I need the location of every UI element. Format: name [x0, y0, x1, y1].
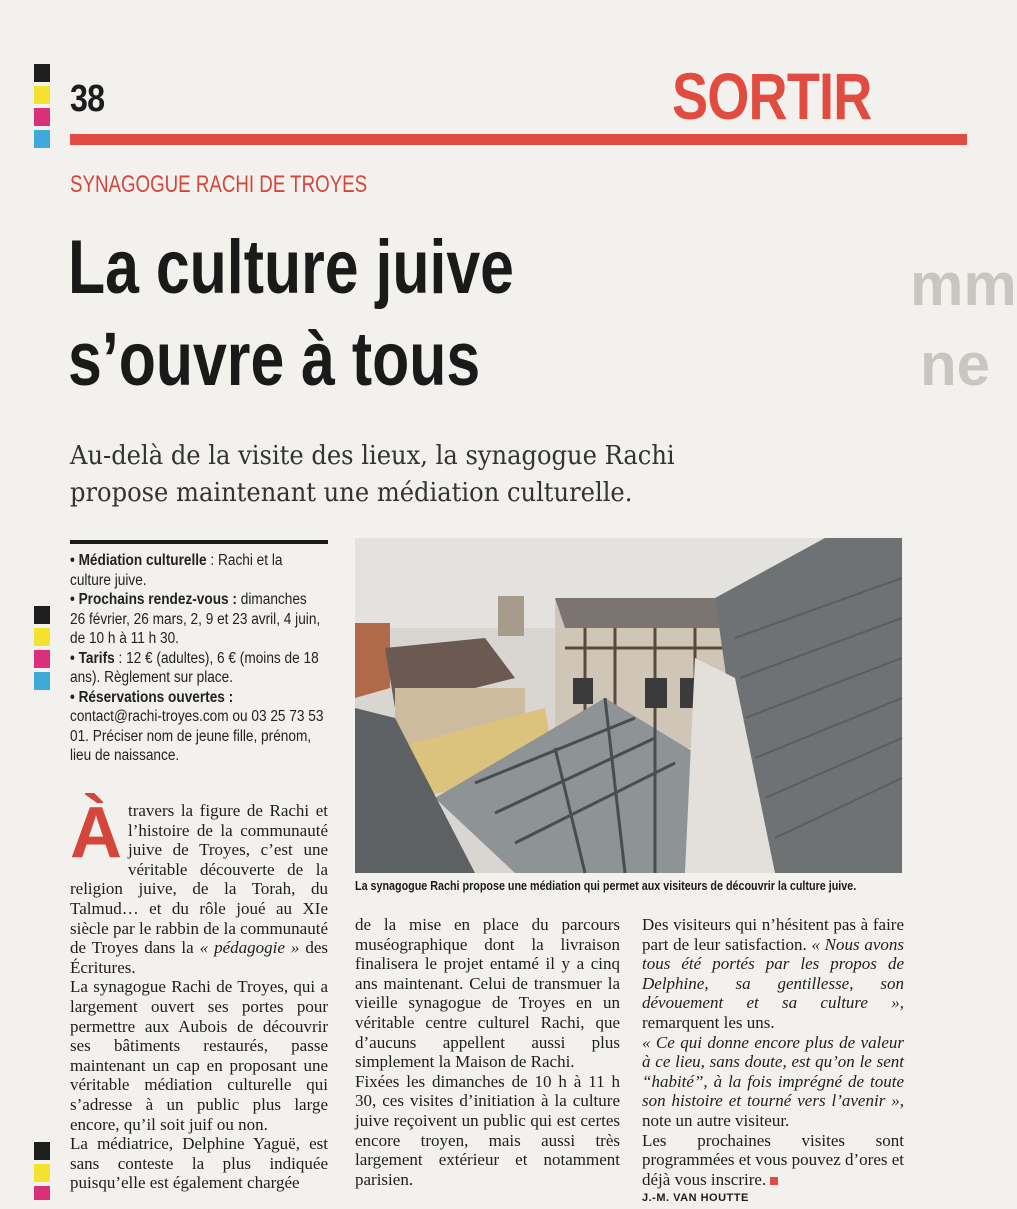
rooftop-photo-illustration — [355, 538, 902, 873]
page-number: 38 — [70, 78, 105, 120]
article-headline — [68, 222, 514, 406]
headline-line-1: La culture juive — [68, 225, 514, 310]
registration-swatch-black — [34, 1142, 50, 1160]
body-column-2 — [355, 915, 620, 1189]
bleed-through-text: ne — [920, 331, 991, 398]
header-rule — [70, 134, 967, 145]
info-item: • Médiation culturelle : Rachi et la culture juive. — [70, 552, 283, 589]
registration-swatch-black — [34, 64, 50, 82]
info-item: • Réservations ouvertes : — [70, 688, 234, 706]
registration-swatch-yellow — [34, 1164, 50, 1182]
byline: J.-M. VAN HOUTTE — [642, 1192, 749, 1205]
body-paragraph: « Ce qui donne encore plus de valeur à ce lieu, sans doute, est qu’on le sent “habité”, à la fois imprégné de toute son histoire et tourné vers l’avenir », note un autre visiteur. — [642, 1032, 904, 1130]
body-paragraph: Fixées les dimanches de 10 h à 11 h 30, ces visites d’initiation à la culture juive reçoivent un public qui est certes encore troyen, mais aussi très largement extérieur et notamment parisien. — [355, 1071, 620, 1189]
body-paragraph: Des visiteurs qui n’hésitent pas à faire part de leur satisfaction. « Nous avons tous été portés par les propos de Delphine, sa gentillesse, son dévouement et sa culture », remarquent les uns. — [642, 915, 905, 1032]
end-mark — [770, 1177, 778, 1185]
body-paragraph: La synagogue Rachi de Troyes, qui a largement ouvert ses portes pour permettre aux Aubois de découvrir ses bâtiments restaurés, passe maintenant un cap en proposant une véritable médiation culturelle qui s’adresse à un public plus large encore, qu’il soit juif ou non. — [70, 977, 328, 1134]
registration-swatch-cyan — [34, 130, 50, 148]
body-column-3 — [642, 915, 904, 1209]
body-paragraph: La médiatrice, Delphine Yaguë, est sans conteste la plus indiquée puisqu’elle est également chargée — [70, 1134, 328, 1193]
info-box-rule — [70, 540, 328, 544]
article-kicker: SYNAGOGUE RACHI DE TROYES — [70, 171, 368, 198]
registration-swatch-magenta — [34, 650, 50, 668]
registration-swatch-magenta — [34, 1186, 50, 1200]
registration-swatch-yellow — [34, 86, 50, 104]
registration-swatch-yellow — [34, 628, 50, 646]
article-deck — [70, 438, 675, 512]
body-paragraph: Les prochaines visites sont programmées et vous pouvez d’ores et déjà vous inscrire. — [642, 1130, 904, 1189]
deck-line-1: Au-delà de la visite des lieux, la synagogue Rachi — [70, 441, 675, 471]
registration-swatch-cyan — [34, 672, 50, 690]
article-photo — [355, 538, 902, 873]
drop-cap: À — [70, 793, 122, 873]
body-paragraph: Àtravers la figure de Rachi et l’histoire de la communauté juive de Troyes, c’est une véritable découverte de la religion juive, de la Torah, du Talmud… et du rôle joué au XIe siècle par le rabbin de la communauté de Troyes dans la « pédagogie » des Écritures. — [70, 793, 328, 977]
info-box — [70, 551, 325, 766]
deck-line-2: propose maintenant une médiation culturelle. — [70, 478, 633, 508]
info-contact: contact@rachi-troyes.com ou 03 25 73 53 01. Préciser nom de jeune fille, prénom, lieu de naissance. — [70, 708, 324, 764]
body-column-1 — [70, 793, 328, 1193]
info-item: • Tarifs : 12 € (adultes), 6 € (moins de 18 ans). Règlement sur place. — [70, 649, 319, 686]
section-title: SORTIR — [672, 59, 872, 133]
registration-swatch-black — [34, 606, 50, 624]
photo-caption: La synagogue Rachi propose une médiation qui permet aux visiteurs de découvrir la culture juive. — [355, 879, 857, 893]
body-paragraph: de la mise en place du parcours muséographique dont la livraison finalisera le projet entamé il y a cinq ans maintenant. Celui de transmuer la vieille synagogue de Troyes en un véritable centre culturel Rachi, que d’aucuns appellent aussi plus simplement la Maison de Rachi. — [355, 915, 620, 1072]
registration-swatch-magenta — [34, 108, 50, 126]
info-item: • Prochains rendez-vous : dimanches 26 février, 26 mars, 2, 9 et 23 avril, 4 juin, de 10 h à 11 h 30. — [70, 591, 321, 647]
headline-line-2: s’ouvre à tous — [68, 317, 481, 402]
bleed-through-text: mm — [910, 251, 1017, 318]
